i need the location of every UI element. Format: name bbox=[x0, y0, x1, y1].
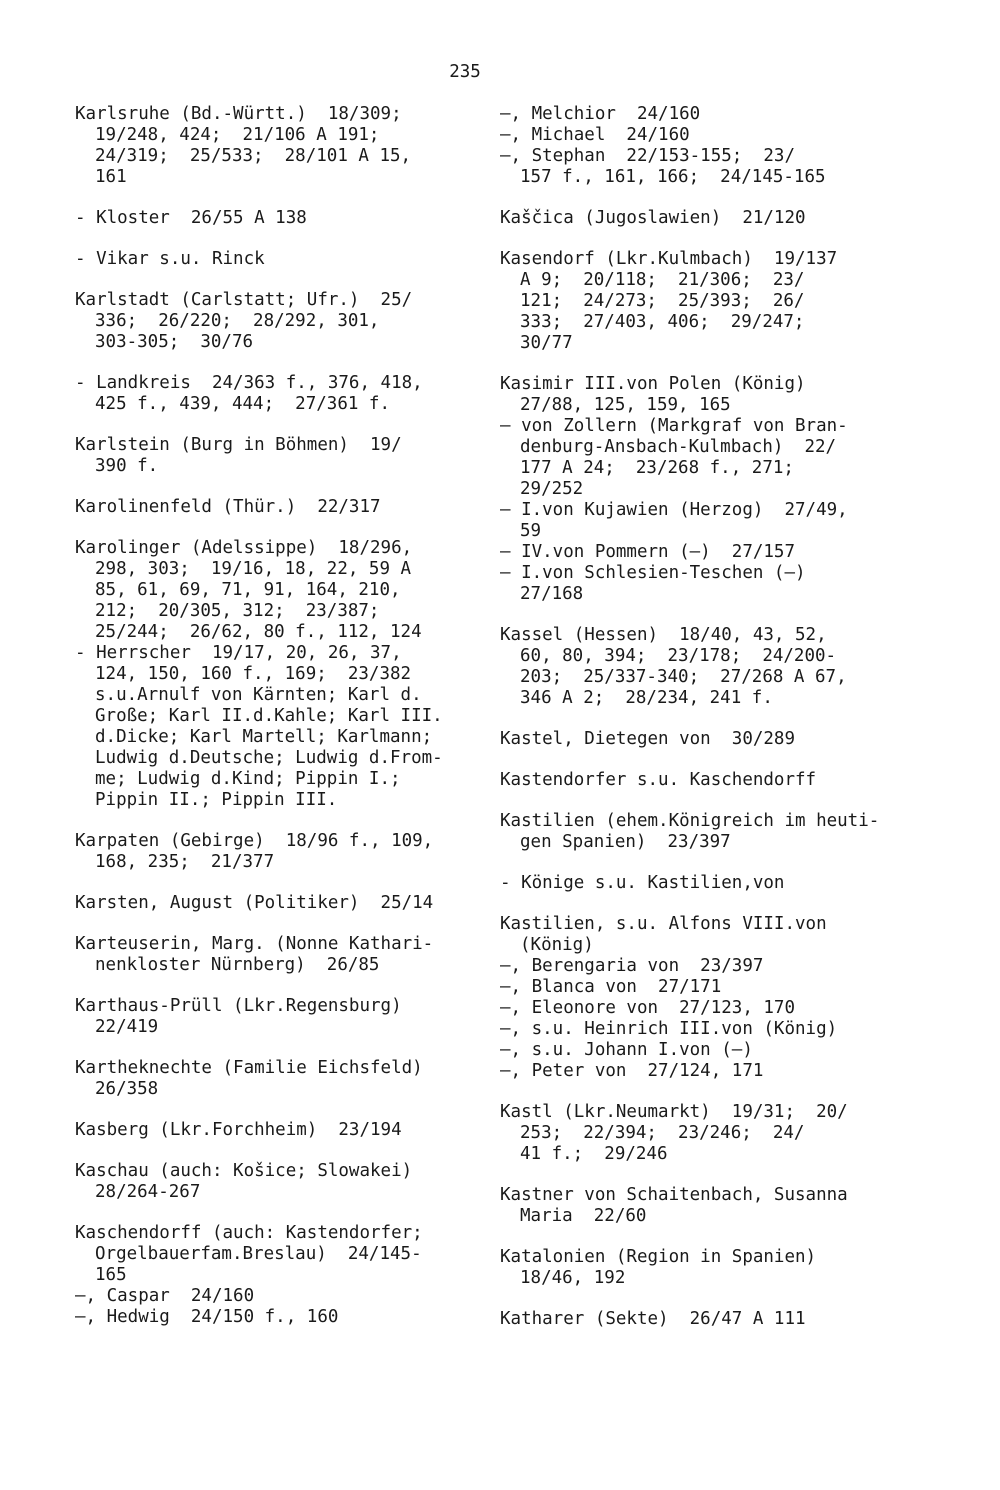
index-entry-line: 26/358 bbox=[95, 1079, 159, 1099]
index-entry bbox=[500, 729, 930, 750]
index-entry-line: Kastilien (ehem.Königreich im heuti- bbox=[500, 811, 880, 831]
index-entry-line: Karpaten (Gebirge) 18/96 f., 109, bbox=[75, 831, 434, 851]
index-entry-line: Karlstadt (Carlstatt; Ufr.) 25/ bbox=[75, 290, 413, 310]
index-entry-line: denburg-Ansbach-Kulmbach) 22/ bbox=[520, 437, 837, 457]
index-entry bbox=[75, 1161, 475, 1203]
index-entry-line: Kartheknechte (Familie Eichsfeld) bbox=[75, 1058, 423, 1078]
index-entry-line: Kassel (Hessen) 18/40, 43, 52, bbox=[500, 625, 827, 645]
index-entry-line: Kaščica (Jugoslawien) 21/120 bbox=[500, 208, 806, 228]
index-entry-line: — I.von Schlesien-Teschen (—) bbox=[500, 563, 806, 583]
index-entry-line: Karlstein (Burg in Böhmen) 19/ bbox=[75, 435, 402, 455]
index-entry-line: 19/248, 424; 21/106 A 191; bbox=[95, 125, 380, 145]
index-entry bbox=[500, 998, 930, 1019]
index-entry-line: gen Spanien) 23/397 bbox=[520, 832, 731, 852]
index-entry-line: —, Caspar 24/160 bbox=[75, 1286, 255, 1306]
index-entry-line: —, s.u. Johann I.von (—) bbox=[500, 1040, 753, 1060]
index-entry bbox=[500, 146, 930, 188]
index-entry-line: Kastel, Dietegen von 30/289 bbox=[500, 729, 796, 749]
index-entry bbox=[75, 934, 475, 976]
index-entry-line: Orgelbauerfam.Breslau) 24/145- bbox=[95, 1244, 422, 1264]
index-entry bbox=[75, 373, 475, 415]
index-entry bbox=[75, 1058, 475, 1100]
index-entry bbox=[500, 1102, 930, 1165]
index-entry-line: 59 bbox=[520, 521, 542, 541]
index-entry-line: 157 f., 161, 166; 24/145-165 bbox=[520, 167, 826, 187]
index-entry bbox=[500, 208, 930, 229]
index-entry-line: 336; 26/220; 28/292, 301, bbox=[95, 311, 380, 331]
index-entry-line: 177 A 24; 23/268 f., 271; bbox=[520, 458, 794, 478]
index-entry bbox=[500, 977, 930, 998]
index-entry-line: —, Berengaria von 23/397 bbox=[500, 956, 764, 976]
index-entry-line: 25/244; 26/62, 80 f., 112, 124 bbox=[95, 622, 422, 642]
index-entry-line: —, Peter von 27/124, 171 bbox=[500, 1061, 764, 1081]
index-entry bbox=[75, 249, 475, 270]
index-entry bbox=[500, 542, 930, 563]
index-entry-line: 28/264-267 bbox=[95, 1182, 201, 1202]
index-entry-line: Pippin II.; Pippin III. bbox=[95, 790, 338, 810]
index-entry-line: 425 f., 439, 444; 27/361 f. bbox=[95, 394, 391, 414]
index-entry-line: Kasendorf (Lkr.Kulmbach) 19/137 bbox=[500, 249, 838, 269]
index-entry-line: 168, 235; 21/377 bbox=[95, 852, 275, 872]
index-entry-line: 253; 22/394; 23/246; 24/ bbox=[520, 1123, 805, 1143]
index-entry-line: Karolinger (Adelssippe) 18/296, bbox=[75, 538, 413, 558]
index-entry-line: —, Stephan 22/153-155; 23/ bbox=[500, 146, 796, 166]
index-entry bbox=[75, 893, 475, 914]
index-entry bbox=[75, 1223, 475, 1286]
index-entry-line: Karsten, August (Politiker) 25/14 bbox=[75, 893, 434, 913]
index-column-left bbox=[75, 104, 475, 1328]
index-column-right bbox=[500, 104, 930, 1330]
index-entry bbox=[500, 563, 930, 605]
index-entry-line: - Vikar s.u. Rinck bbox=[75, 249, 265, 269]
index-entry bbox=[500, 500, 930, 542]
index-entry-line: 121; 24/273; 25/393; 26/ bbox=[520, 291, 805, 311]
index-entry-line: —, Michael 24/160 bbox=[500, 125, 690, 145]
index-entry-line: Kasimir III.von Polen (König) bbox=[500, 374, 806, 394]
index-entry bbox=[500, 1309, 930, 1330]
index-entry-line: me; Ludwig d.Kind; Pippin I.; bbox=[95, 769, 401, 789]
index-entry-line: 124, 150, 160 f., 169; 23/382 bbox=[95, 664, 412, 684]
index-entry bbox=[500, 125, 930, 146]
index-entry-line: Maria 22/60 bbox=[520, 1206, 647, 1226]
index-entry-line: - Herrscher 19/17, 20, 26, 37, bbox=[75, 643, 402, 663]
index-entry bbox=[500, 914, 930, 956]
index-entry bbox=[75, 1120, 475, 1141]
index-entry-line: Karlsruhe (Bd.-Württ.) 18/309; bbox=[75, 104, 402, 124]
index-entry-line: (König) bbox=[520, 935, 594, 955]
index-entry-line: s.u.Arnulf von Kärnten; Karl d. bbox=[95, 685, 422, 705]
index-entry-line: 203; 25/337-340; 27/268 A 67, bbox=[520, 667, 847, 687]
index-entry bbox=[75, 104, 475, 188]
index-entry-line: — I.von Kujawien (Herzog) 27/49, bbox=[500, 500, 848, 520]
index-entry-line: —, Melchior 24/160 bbox=[500, 104, 701, 124]
index-entry bbox=[500, 104, 930, 125]
index-entry-line: - Kloster 26/55 A 138 bbox=[75, 208, 307, 228]
index-entry bbox=[500, 1185, 930, 1227]
index-entry bbox=[500, 1247, 930, 1289]
index-entry bbox=[75, 643, 475, 811]
index-entry bbox=[75, 1307, 475, 1328]
index-entry-line: —, Eleonore von 27/123, 170 bbox=[500, 998, 796, 1018]
index-entry-line: 60, 80, 394; 23/178; 24/200- bbox=[520, 646, 837, 666]
index-entry-line: Kastilien, s.u. Alfons VIII.von bbox=[500, 914, 827, 934]
index-entry bbox=[500, 1061, 930, 1082]
index-entry-line: Kastl (Lkr.Neumarkt) 19/31; 20/ bbox=[500, 1102, 848, 1122]
index-entry bbox=[75, 1286, 475, 1307]
index-entry bbox=[500, 416, 930, 500]
index-entry bbox=[500, 1040, 930, 1061]
index-entry-line: Kaschendorff (auch: Kastendorfer; bbox=[75, 1223, 423, 1243]
index-entry-line: Kastendorfer s.u. Kaschendorff bbox=[500, 770, 817, 790]
index-entry-line: 85, 61, 69, 71, 91, 164, 210, bbox=[95, 580, 401, 600]
index-entry-line: Ludwig d.Deutsche; Ludwig d.From- bbox=[95, 748, 443, 768]
index-entry bbox=[500, 811, 930, 853]
index-entry bbox=[75, 497, 475, 518]
index-entry-line: 333; 27/403, 406; 29/247; bbox=[520, 312, 805, 332]
index-entry-line: 41 f.; 29/246 bbox=[520, 1144, 668, 1164]
index-entry-line: Karteuserin, Marg. (Nonne Kathari- bbox=[75, 934, 434, 954]
index-entry-line: 161 bbox=[95, 167, 127, 187]
index-entry-line: Große; Karl II.d.Kahle; Karl III. bbox=[95, 706, 443, 726]
index-entry bbox=[500, 374, 930, 416]
index-entry-line: 303-305; 30/76 bbox=[95, 332, 254, 352]
index-entry bbox=[500, 1019, 930, 1040]
index-entry bbox=[75, 538, 475, 643]
index-entry bbox=[500, 249, 930, 354]
index-entry-line: nenkloster Nürnberg) 26/85 bbox=[95, 955, 380, 975]
index-entry-line: Kasberg (Lkr.Forchheim) 23/194 bbox=[75, 1120, 402, 1140]
index-entry-line: 22/419 bbox=[95, 1017, 159, 1037]
index-entry-line: 29/252 bbox=[520, 479, 584, 499]
index-entry bbox=[75, 208, 475, 229]
index-entry-line: —, Hedwig 24/150 f., 160 bbox=[75, 1307, 339, 1327]
page-number: 235 bbox=[449, 62, 481, 82]
index-entry-line: 24/319; 25/533; 28/101 A 15, bbox=[95, 146, 412, 166]
index-entry-line: 27/168 bbox=[520, 584, 584, 604]
index-entry bbox=[500, 956, 930, 977]
index-entry bbox=[500, 873, 930, 894]
index-entry-line: Karthaus-Prüll (Lkr.Regensburg) bbox=[75, 996, 402, 1016]
index-entry-line: - Könige s.u. Kastilien,von bbox=[500, 873, 785, 893]
index-entry bbox=[500, 625, 930, 709]
index-entry-line: 346 A 2; 28/234, 241 f. bbox=[520, 688, 773, 708]
index-entry-line: —, Blanca von 27/171 bbox=[500, 977, 722, 997]
index-entry-line: d.Dicke; Karl Martell; Karlmann; bbox=[95, 727, 433, 747]
index-entry-line: Karolinenfeld (Thür.) 22/317 bbox=[75, 497, 381, 517]
index-entry-line: 390 f. bbox=[95, 456, 159, 476]
index-entry-line: - Landkreis 24/363 f., 376, 418, bbox=[75, 373, 423, 393]
index-entry-line: — IV.von Pommern (—) 27/157 bbox=[500, 542, 796, 562]
index-entry-line: —, s.u. Heinrich III.von (König) bbox=[500, 1019, 838, 1039]
index-entry-line: 298, 303; 19/16, 18, 22, 59 A bbox=[95, 559, 412, 579]
index-entry-line: 18/46, 192 bbox=[520, 1268, 626, 1288]
index-entry-line: Kaschau (auch: Košice; Slowakei) bbox=[75, 1161, 413, 1181]
index-entry bbox=[75, 996, 475, 1038]
index-entry bbox=[75, 831, 475, 873]
index-entry-line: 30/77 bbox=[520, 333, 573, 353]
index-entry-line: 165 bbox=[95, 1265, 127, 1285]
index-entry-line: 27/88, 125, 159, 165 bbox=[520, 395, 731, 415]
index-entry-line: 212; 20/305, 312; 23/387; bbox=[95, 601, 380, 621]
index-entry-line: A 9; 20/118; 21/306; 23/ bbox=[520, 270, 805, 290]
index-entry bbox=[500, 770, 930, 791]
index-entry-line: — von Zollern (Markgraf von Bran- bbox=[500, 416, 848, 436]
index-entry-line: Katharer (Sekte) 26/47 A 111 bbox=[500, 1309, 806, 1329]
index-entry-line: Kastner von Schaitenbach, Susanna bbox=[500, 1185, 848, 1205]
index-entry bbox=[75, 290, 475, 353]
index-entry-line: Katalonien (Region in Spanien) bbox=[500, 1247, 817, 1267]
index-entry bbox=[75, 435, 475, 477]
